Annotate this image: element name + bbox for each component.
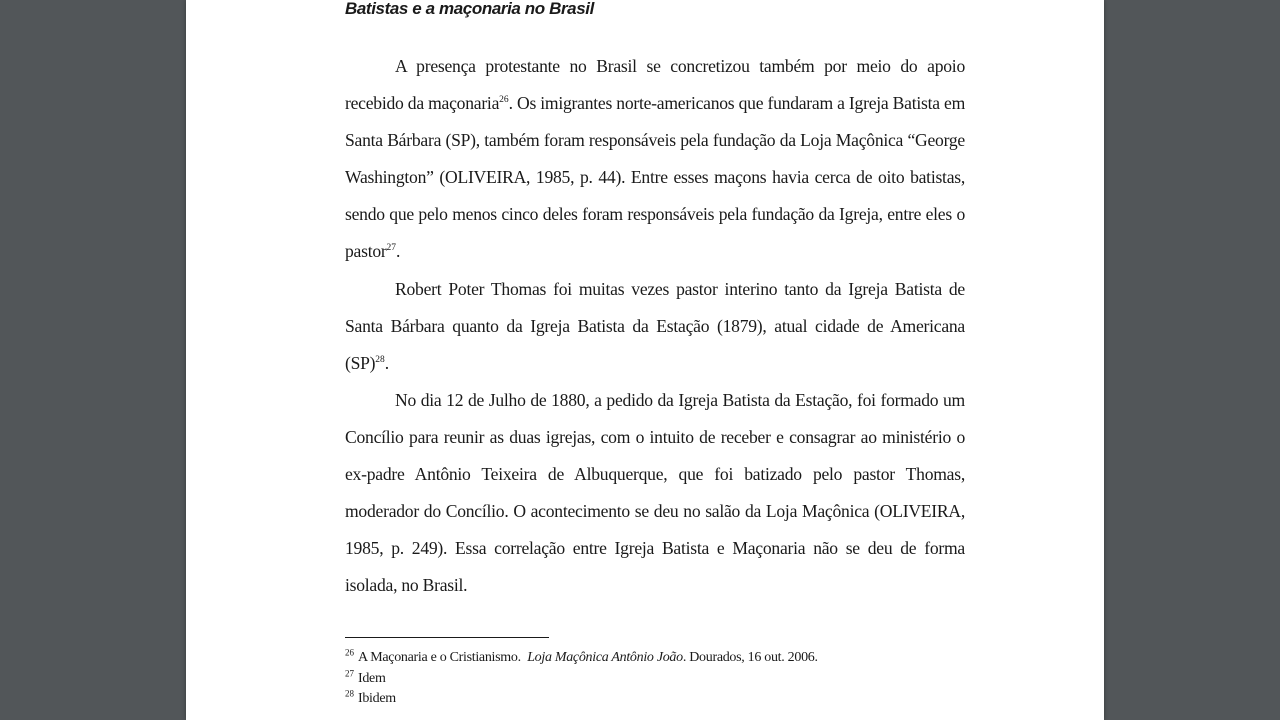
footnote-text: Ibidem	[358, 691, 396, 706]
paragraph-3	[345, 382, 965, 605]
paragraph-2-text-a: Robert Poter Thomas foi muitas vezes pastor interino tanto da Igreja Batista de Santa Bárbara quanto da Igreja Batista da Estação (1879), atual cidade de Americana (SP)	[345, 278, 965, 373]
paragraph-1-text-a: A presença protestante no Brasil se concretizou também por meio do apoio recebido da maçonaria	[345, 56, 965, 114]
paragraph-3-text: No dia 12 de Julho de 1880, a pedido da Igreja Batista da Estação, foi formado um Concílio para reunir as duas igrejas, com o intuito de receber e consagrar ao ministério o ex-padre Antônio Teixeira de Albuquerque, que foi batizado pelo pastor Thomas, moderador do Concílio. O acontecimento se deu no salão da Loja Maçônica (OLIVEIRA, 1985, p. 249). Essa correlação entre Igreja Batista e Maçonaria não se deu de forma isolada, no Brasil.	[345, 389, 965, 596]
body-text	[345, 48, 965, 604]
footnotes	[345, 648, 818, 710]
paragraph-1	[345, 48, 965, 271]
footnote-source: Loja Maçônica Antônio João	[527, 650, 683, 665]
footnote-ref-28[interactable]: 28	[375, 354, 385, 365]
paragraph-1-text-b: . Os imigrantes norte-americanos que fundaram a Igreja Batista em Santa Bárbara (SP), também foram responsáveis pela fundação da Loja Maçônica “George Washington” (OLIVEIRA, 1985, p. 44). Entre esses maçons havia cerca de oito batistas, sendo que pelo menos cinco deles foram responsáveis pela fundação da Igreja, entre eles o pastor	[345, 93, 966, 262]
footnote-source-details: . Dourados, 16 out. 2006.	[682, 650, 818, 665]
footnote-ref-27[interactable]: 27	[386, 243, 396, 254]
footnote-text: A Maçonaria e o Cristianismo.	[358, 650, 521, 665]
footnote-number: 28	[345, 688, 354, 699]
paragraph-1-text-c: .	[396, 241, 401, 262]
footnote-ref-26[interactable]: 26	[499, 94, 509, 105]
document-page	[186, 0, 1104, 720]
section-heading: Batistas e a maçonaria no Brasil	[345, 0, 594, 18]
footnote-separator	[345, 637, 549, 638]
footnote-28	[345, 689, 818, 710]
footnote-text: Idem	[358, 670, 386, 686]
footnote-26	[345, 648, 818, 669]
footnote-27	[345, 669, 818, 690]
footnote-number: 27	[345, 668, 354, 679]
footnote-number: 26	[345, 647, 354, 658]
paragraph-2	[345, 271, 965, 382]
paragraph-2-text-b: .	[384, 352, 389, 373]
